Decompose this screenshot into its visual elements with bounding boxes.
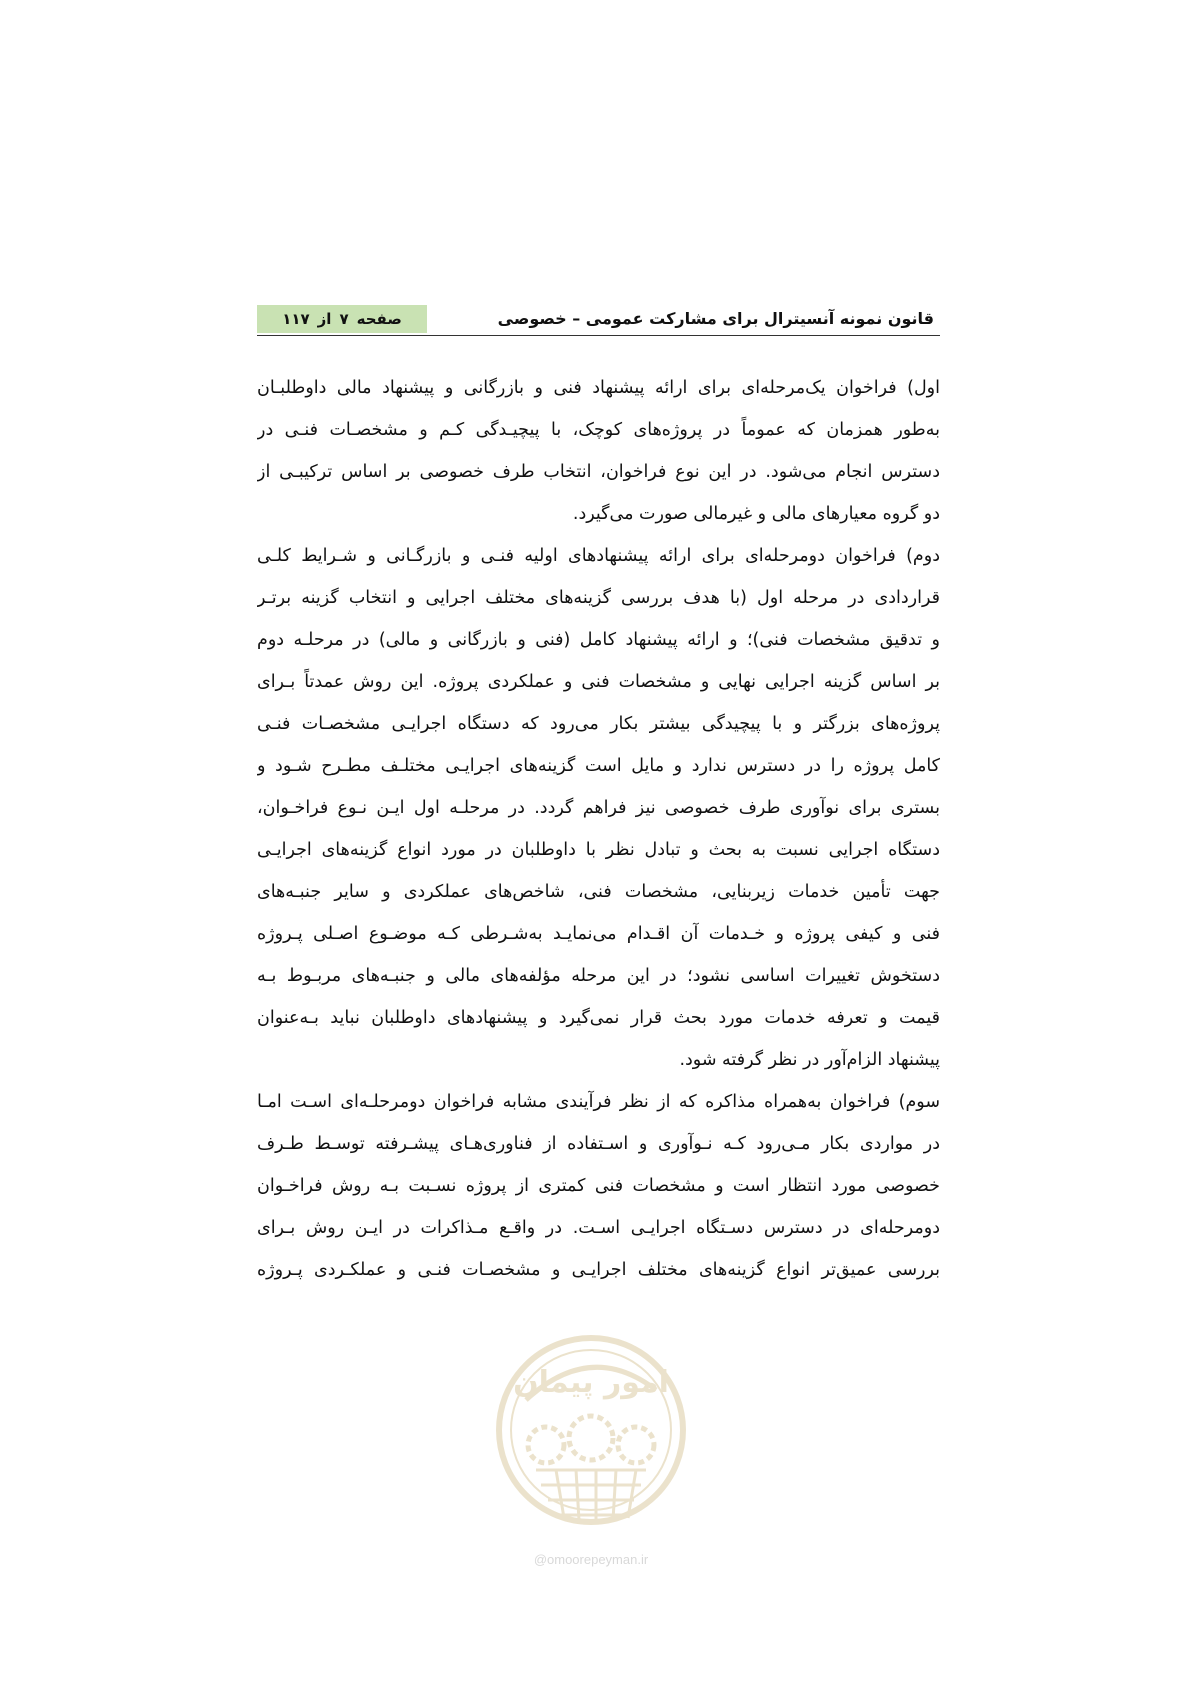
text-line: قیمت و تعرفه خدمات مورد بحث قرار نمی‌گیرد و پیشنهادهای داوطلبان نباید بـه‌عنوان	[257, 1008, 940, 1028]
text-line: بر اساس گزینه اجرایی نهایی و مشخصات فنی و عملکردی پروژه. این روش عمدتاً بـرای	[257, 672, 940, 692]
watermark-logo-text: امور پیمان	[513, 1365, 669, 1400]
text-line: دستگاه اجرایی نسبت به بحث و تبادل نظر با داوطلبان در مورد انواع گزینه‌های اجرایـی	[257, 840, 940, 860]
page-word: صفحه	[356, 310, 402, 328]
text-line: فنی و کیفی پروژه و خـدمات آن اقـدام می‌نمایـد به‌شـرطی کـه موضـوع اصـلی پـروژه	[257, 924, 940, 944]
text-line: پیشنهاد الزام‌آور در نظر گرفته شود.	[679, 1050, 940, 1070]
text-line: دومرحله‌ای در دسترس دسـتگاه اجرایـی اسـت. در واقـع مـذاکرات در ایـن روش بـرای	[257, 1218, 940, 1238]
text-line: دوم) فراخوان دومرحله‌ای برای ارائه پیشنهادهای اولیه فنـی و بازرگـانی و شـرایط کلـی	[257, 546, 940, 566]
paragraph	[257, 367, 940, 535]
page-number-badge	[257, 305, 427, 333]
document-title: قانون نمونه آنسیترال برای مشارکت عمومی – خصوصی	[497, 309, 934, 328]
text-line: پروژه‌های بزرگتر و با پیچیدگی بیشتر بکار می‌رود که دستگاه اجرایـی مشخصـات فنـی	[257, 714, 940, 734]
text-line: سوم) فراخوان به‌همراه مذاکره که از نظر فرآیندی مشابه فراخوان دومرحلـه‌ای اسـت امـا	[257, 1092, 940, 1112]
text-line: دو گروه معیارهای مالی و غیرمالی صورت می‌گیرد.	[572, 504, 940, 524]
text-line: در مواردی بکار مـی‌رود کـه نـوآوری و اسـتفاده از فناوری‌هـای پیشـرفته توسـط طـرف	[257, 1134, 940, 1154]
text-line: دستخوش تغییرات اساسی نشود؛ در این مرحله مؤلفه‌های مالی و جنبـه‌های مربـوط بـه	[257, 966, 940, 986]
text-line: بستری برای نوآوری طرف خصوصی نیز فراهم گردد. در مرحلـه اول ایـن نـوع فراخـوان،	[257, 798, 940, 818]
paragraph	[257, 535, 940, 1081]
text-line: کامل پروژه را در دسترس ندارد و مایل است گزینه‌های اجرایـی مختلـف مطـرح شـود و	[257, 756, 940, 776]
text-line: قراردادی در مرحله اول (با هدف بررسی گزینه‌های مختلف اجرایی و انتخاب گزینه برتـر	[257, 588, 940, 608]
text-line: بررسی عمیق‌تر انواع گزینه‌های مختلف اجرایـی و مشخصـات فنـی و عملکـردی پـروژه	[257, 1260, 940, 1280]
text-line: و تدقیق مشخصات فنی)؛ و ارائه پیشنهاد کامل (فنی و بازرگانی و مالی) در مرحلـه دوم	[257, 630, 940, 650]
text-line: اول) فراخوان یک‌مرحله‌ای برای ارائه پیشنهاد فنی و بازرگانی و پیشنهاد مالی داوطلبـان	[257, 378, 940, 398]
text-line: به‌طور همزمان که عموماً در پروژه‌های کوچک، با پیچیـدگی کـم و مشخصـات فنـی در	[257, 420, 940, 440]
body-text	[257, 367, 940, 1291]
page-current: ۷	[339, 310, 349, 328]
watermark-logo	[486, 1320, 696, 1570]
text-line: دسترس انجام می‌شود. در این نوع فراخوان، انتخاب طرف خصوصی بر اساس ترکیبـی از	[257, 462, 940, 482]
text-line: خصوصی مورد انتظار است و مشخصات فنی کمتری از پروژه نسـبت بـه روش فراخـوان	[257, 1176, 940, 1196]
watermark-seal-icon	[486, 1320, 696, 1550]
page-total: ۱۱۷	[282, 310, 310, 328]
text-line: جهت تأمین خدمات زیربنایی، مشخصات فنی، شاخص‌های عملکردی و سایر جنبـه‌های	[257, 882, 940, 902]
paragraph	[257, 1081, 940, 1291]
page-separator: از	[317, 310, 332, 328]
watermark-url: @omoorepeyman.ir	[533, 1552, 649, 1567]
page-header	[257, 305, 940, 336]
